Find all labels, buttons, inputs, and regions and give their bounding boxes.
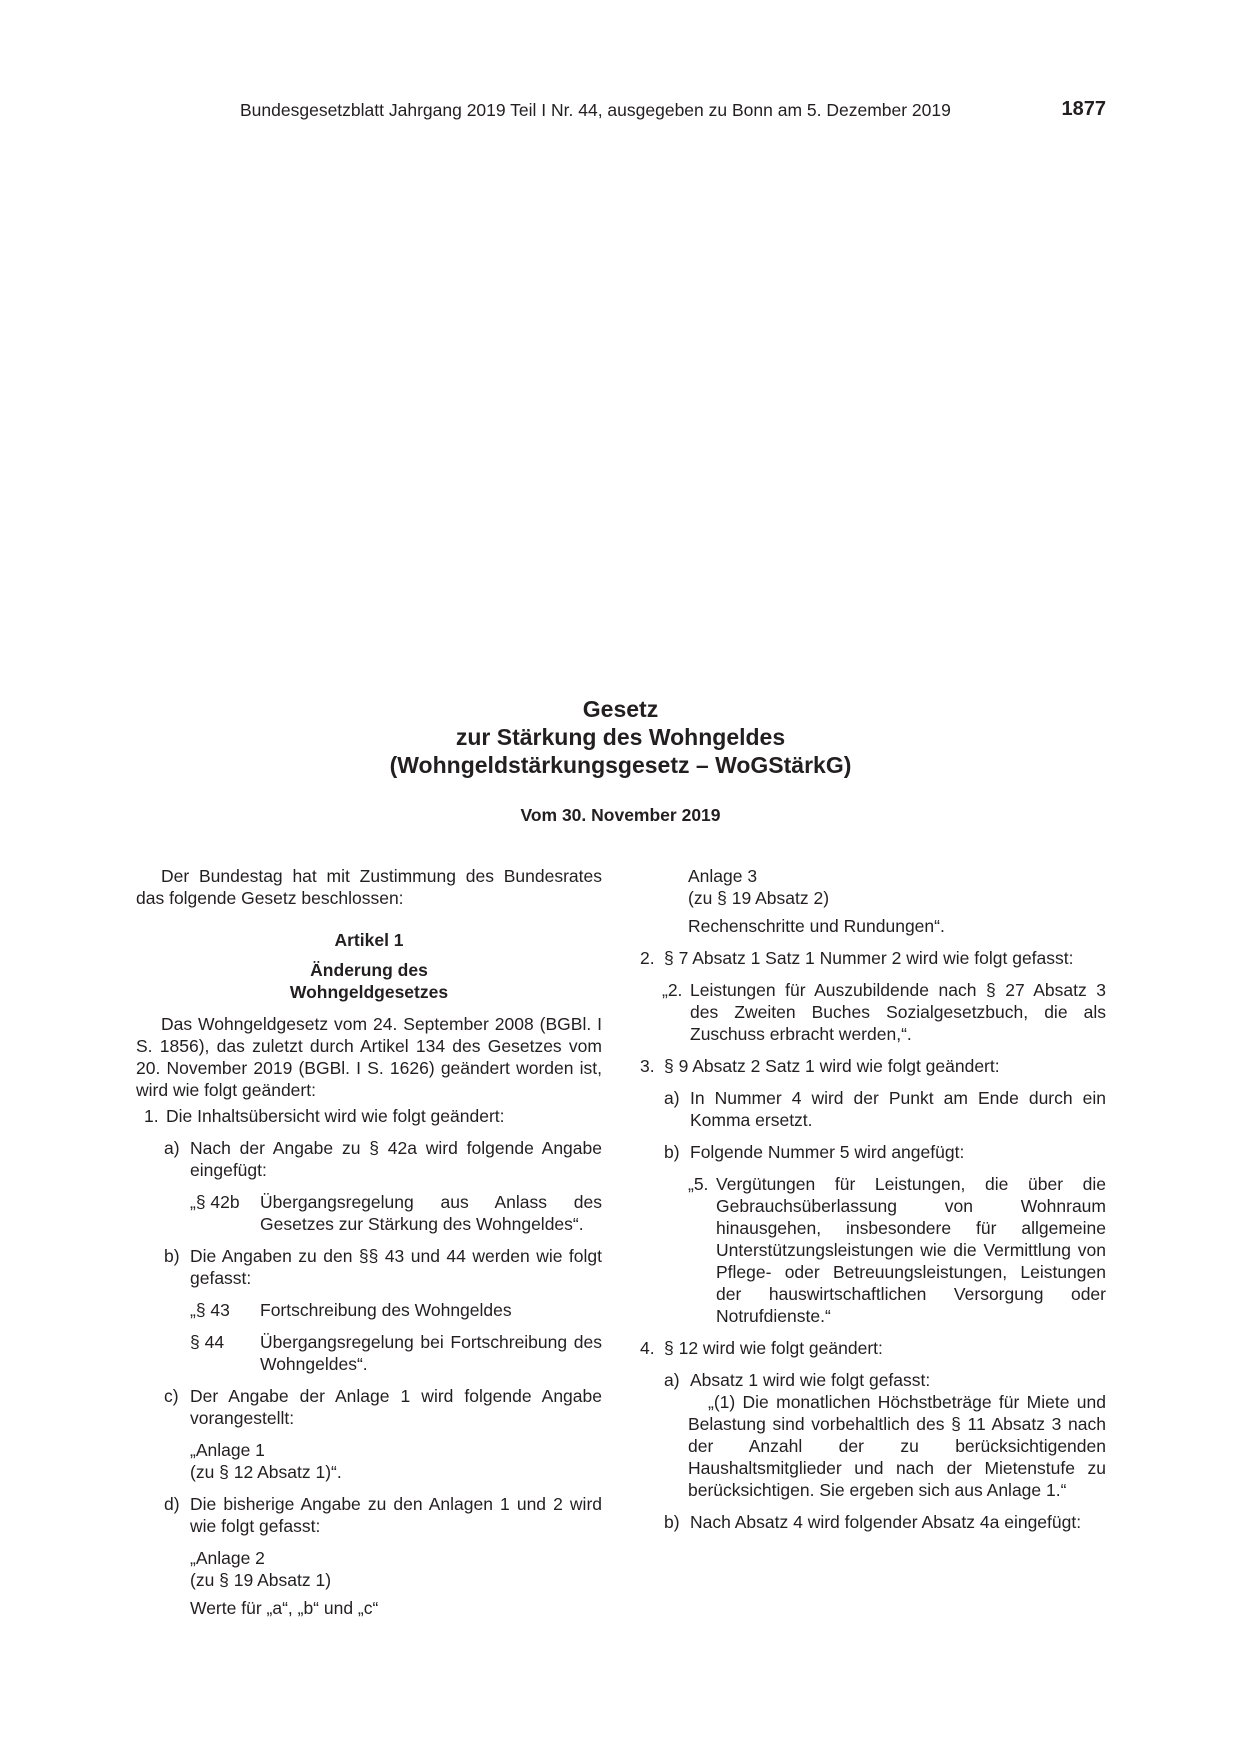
list-item bbox=[640, 1511, 1106, 1533]
list-item bbox=[640, 1141, 1106, 1163]
item-number: 1. bbox=[144, 1106, 159, 1126]
page-number: 1877 bbox=[1061, 98, 1106, 120]
item-number: 4. bbox=[640, 1338, 655, 1358]
item-text: Absatz 1 wird wie folgt gefasst: bbox=[690, 1370, 931, 1390]
item-letter: a) bbox=[164, 1138, 180, 1158]
entry-text: Vergütungen für Leistungen, die über die Gebrauchsüberlassung von Wohnraum hinausgehen, insbesondere für allgemeine Unterstützungsleistungen wie die Vermittlung von Pflege- oder Betreuungsleistungen, Leistungen der hauswirtschaftlichen Versorgung oder Notrufdienste.“ bbox=[716, 1174, 1106, 1326]
quote-line: Rechenschritte und Rundungen“. bbox=[688, 916, 945, 936]
list-item bbox=[640, 1087, 1106, 1131]
quoted-paragraph: „(1) Die monatlichen Höchstbeträge für Miete und Belastung sind vorbehaltlich des § 11 Absatz 3 nach der Anzahl der zu berücksichtigenden Haushaltsmitglieder und nach der Mietenstufe zu berücksichtigen. Sie ergeben sich aus Anlage 1.“ bbox=[688, 1392, 1106, 1500]
title-line-1: Gesetz bbox=[582, 696, 659, 722]
left-column bbox=[136, 865, 602, 1619]
item-text: Der Angabe der Anlage 1 wird folgende Angabe vorangestellt: bbox=[190, 1386, 602, 1428]
entry-text: Übergangsregelung aus Anlass des Gesetzes zur Stärkung des Wohngeldes“. bbox=[260, 1192, 602, 1234]
item-letter: b) bbox=[664, 1142, 680, 1162]
item-text: Folgende Nummer 5 wird angefügt: bbox=[690, 1142, 965, 1162]
item-text: Die bisherige Angabe zu den Anlagen 1 und 2 wird wie folgt gefasst: bbox=[190, 1494, 602, 1536]
quote-line: „Anlage 1 bbox=[190, 1440, 265, 1460]
item-letter: a) bbox=[664, 1088, 680, 1108]
entry-key: „5. bbox=[688, 1174, 709, 1194]
item-number: 3. bbox=[640, 1056, 655, 1076]
item-letter: c) bbox=[164, 1386, 179, 1406]
quote-line: (zu § 19 Absatz 2) bbox=[688, 888, 830, 908]
list-item bbox=[640, 1337, 1106, 1359]
title-line-3: (Wohngeldstärkungsgesetz – WoGStärkG) bbox=[389, 752, 852, 778]
quote-line: Anlage 3 bbox=[688, 866, 758, 886]
entry-text: Leistungen für Auszubildende nach § 27 Absatz 3 des Zweiten Buches Sozialgesetzbuch, die als Zuschuss erbracht werden,“. bbox=[690, 980, 1106, 1044]
list-item bbox=[640, 1055, 1106, 1077]
article-title-2: Wohngeldgesetzes bbox=[289, 982, 449, 1002]
entry-key: § 44 bbox=[190, 1332, 225, 1352]
quoted-block bbox=[136, 1439, 602, 1483]
quoted-entry bbox=[640, 979, 1106, 1045]
entry-text: Fortschreibung des Wohngeldes bbox=[260, 1300, 512, 1320]
page-header bbox=[240, 100, 1106, 126]
entry-text: Übergangsregelung bei Fortschreibung des Wohngeldes“. bbox=[260, 1332, 602, 1374]
item-text: Die Inhaltsübersicht wird wie folgt geändert: bbox=[166, 1106, 505, 1126]
entry-key: „§ 42b bbox=[190, 1192, 240, 1212]
entry-key: „§ 43 bbox=[190, 1300, 230, 1320]
quote-line: Werte für „a“, „b“ und „c“ bbox=[190, 1598, 379, 1618]
item-text: Die Angaben zu den §§ 43 und 44 werden wie folgt gefasst: bbox=[190, 1246, 602, 1288]
article-title-1: Änderung des bbox=[310, 960, 428, 980]
item-text: § 9 Absatz 2 Satz 1 wird wie folgt geändert: bbox=[664, 1056, 1000, 1076]
list-item bbox=[136, 1105, 602, 1127]
list-item bbox=[136, 1137, 602, 1181]
title-line-2: zur Stärkung des Wohngeldes bbox=[455, 724, 786, 750]
article-label: Artikel 1 bbox=[334, 930, 404, 950]
quote-line: „Anlage 2 bbox=[190, 1548, 265, 1568]
list-item bbox=[136, 1245, 602, 1289]
item-text: § 7 Absatz 1 Satz 1 Nummer 2 wird wie folgt gefasst: bbox=[664, 948, 1074, 968]
list-item bbox=[640, 947, 1106, 969]
item-text: In Nummer 4 wird der Punkt am Ende durch ein Komma ersetzt. bbox=[690, 1088, 1106, 1130]
item-number: 2. bbox=[640, 948, 655, 968]
quoted-block-continued bbox=[640, 865, 1106, 937]
item-letter: d) bbox=[164, 1494, 180, 1514]
entry-key: „2. bbox=[662, 980, 683, 1000]
quote-line: (zu § 19 Absatz 1) bbox=[190, 1570, 332, 1590]
item-text: § 12 wird wie folgt geändert: bbox=[664, 1338, 883, 1358]
list-item bbox=[136, 1493, 602, 1537]
right-column bbox=[640, 865, 1106, 1533]
intro-paragraph: Der Bundestag hat mit Zustimmung des Bundesrates das folgende Gesetz beschlossen: bbox=[136, 866, 602, 908]
item-text: Nach Absatz 4 wird folgender Absatz 4a eingefügt: bbox=[690, 1512, 1082, 1532]
quoted-entry bbox=[136, 1331, 602, 1375]
list-item bbox=[136, 1385, 602, 1429]
item-letter: b) bbox=[664, 1512, 680, 1532]
list-item bbox=[640, 1369, 1106, 1391]
quoted-entry bbox=[136, 1299, 602, 1321]
quoted-block bbox=[136, 1547, 602, 1619]
preamble-paragraph: Das Wohngeldgesetz vom 24. September 2008 (BGBl. I S. 1856), das zuletzt durch Artikel 134 des Gesetzes vom 20. November 2019 (BGBl. I S. 1626) geändert worden ist, wird wie folgt geändert: bbox=[136, 1014, 602, 1100]
item-letter: b) bbox=[164, 1246, 180, 1266]
item-letter: a) bbox=[664, 1370, 680, 1390]
item-text: Nach der Angabe zu § 42a wird folgende Angabe eingefügt: bbox=[190, 1138, 602, 1180]
quote-line: (zu § 12 Absatz 1)“. bbox=[190, 1462, 342, 1482]
law-date: Vom 30. November 2019 bbox=[520, 805, 721, 825]
quoted-entry bbox=[640, 1173, 1106, 1327]
law-title-block bbox=[0, 695, 1241, 844]
header-citation: Bundesgesetzblatt Jahrgang 2019 Teil I Nr. 44, ausgegeben zu Bonn am 5. Dezember 2019 bbox=[240, 100, 951, 120]
quoted-entry bbox=[136, 1191, 602, 1235]
